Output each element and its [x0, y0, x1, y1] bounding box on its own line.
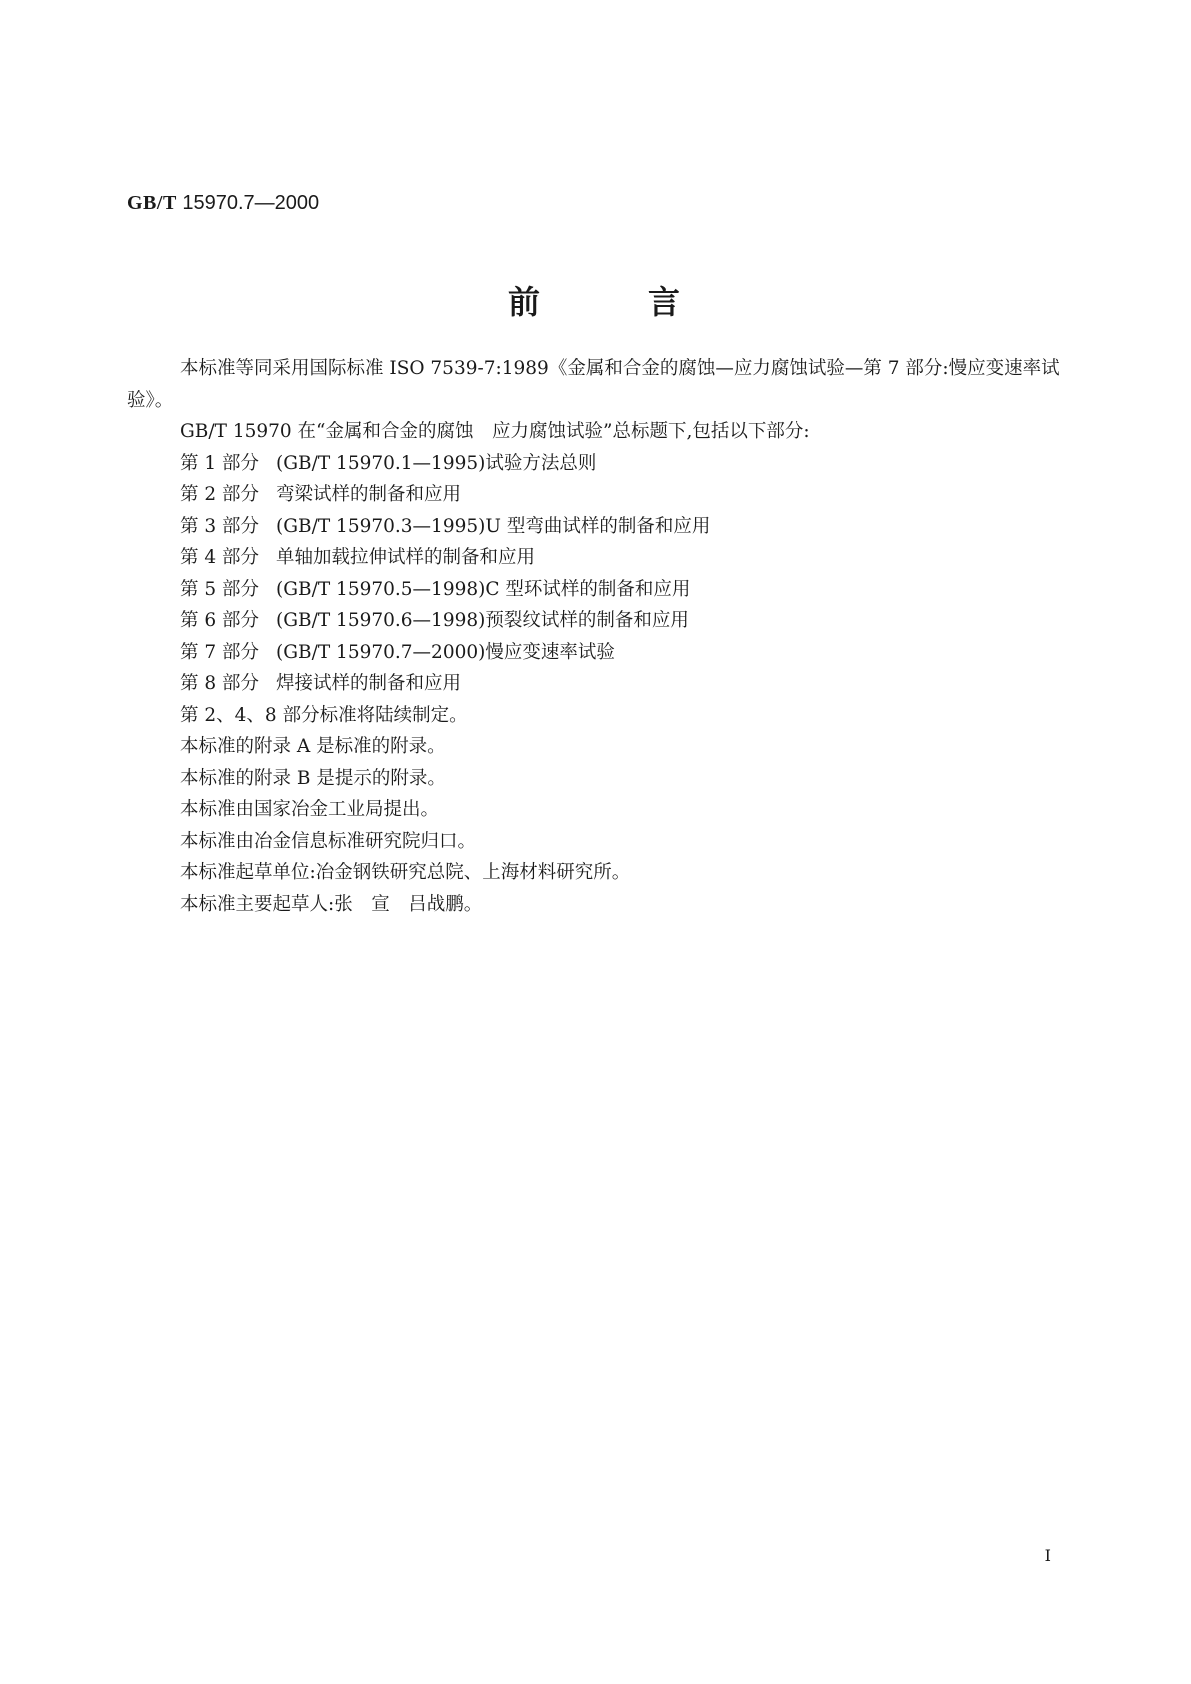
part-description: (GB/T 15970.3—1995)U 型弯曲试样的制备和应用 [276, 515, 711, 537]
part-description: (GB/T 15970.6—1998)预裂纹试样的制备和应用 [276, 610, 689, 631]
statement-line: 本标准由国家冶金工业局提出。 [180, 799, 440, 820]
part-description: 弯梁试样的制备和应用 [276, 484, 462, 505]
part-number: 第 3 部分 [180, 515, 260, 537]
part-number: 第 1 部分 [180, 452, 260, 474]
document-code [127, 188, 319, 217]
page-title: 前 言 [507, 283, 683, 321]
part-list-item [127, 605, 1065, 637]
part-description: (GB/T 15970.1—1995)试验方法总则 [276, 452, 597, 474]
document-code-prefix: GB/T [127, 192, 177, 214]
part-list-item [127, 511, 1065, 543]
foreword-body [127, 353, 1065, 920]
part-description: (GB/T 15970.7—2000)慢应变速率试验 [276, 641, 615, 663]
statement-line: 本标准起草单位:冶金钢铁研究总院、上海材料研究所。 [180, 862, 631, 883]
intro-paragraph: 本标准等同采用国际标准 ISO 7539-7:1989《金属和合金的腐蚀—应力腐蚀试验—第 7 部分:慢应变速率试验》。 [127, 358, 1060, 411]
part-list-item [127, 668, 1065, 700]
part-number: 第 6 部分 [180, 610, 260, 631]
series-statement: GB/T 15970 在“金属和合金的腐蚀 应力腐蚀试验”总标题下,包括以下部分: [180, 421, 810, 442]
part-list-item [127, 542, 1065, 574]
part-number: 第 7 部分 [180, 641, 260, 663]
part-number: 第 8 部分 [180, 673, 260, 694]
statement-line: 本标准由冶金信息标准研究院归口。 [180, 830, 477, 852]
part-description: (GB/T 15970.5—1998)C 型环试样的制备和应用 [276, 578, 691, 600]
part-number: 第 5 部分 [180, 578, 260, 600]
statement-line: 本标准的附录 B 是提示的附录。 [180, 767, 446, 789]
part-number: 第 4 部分 [180, 547, 260, 568]
part-description: 单轴加载拉伸试样的制备和应用 [276, 547, 536, 568]
statement-line: 本标准主要起草人:张 宣 吕战鹏。 [180, 893, 483, 915]
part-list-item [127, 479, 1065, 511]
statement-line: 第 2、4、8 部分标准将陆续制定。 [180, 704, 468, 726]
part-list-item [127, 637, 1065, 669]
part-description: 焊接试样的制备和应用 [276, 673, 462, 694]
part-list-item [127, 574, 1065, 606]
part-number: 第 2 部分 [180, 484, 260, 505]
part-list-item [127, 448, 1065, 480]
statement-line: 本标准的附录 A 是标准的附录。 [180, 736, 446, 757]
page-number: I [1044, 1546, 1051, 1565]
document-code-number: 15970.7—2000 [176, 192, 320, 214]
